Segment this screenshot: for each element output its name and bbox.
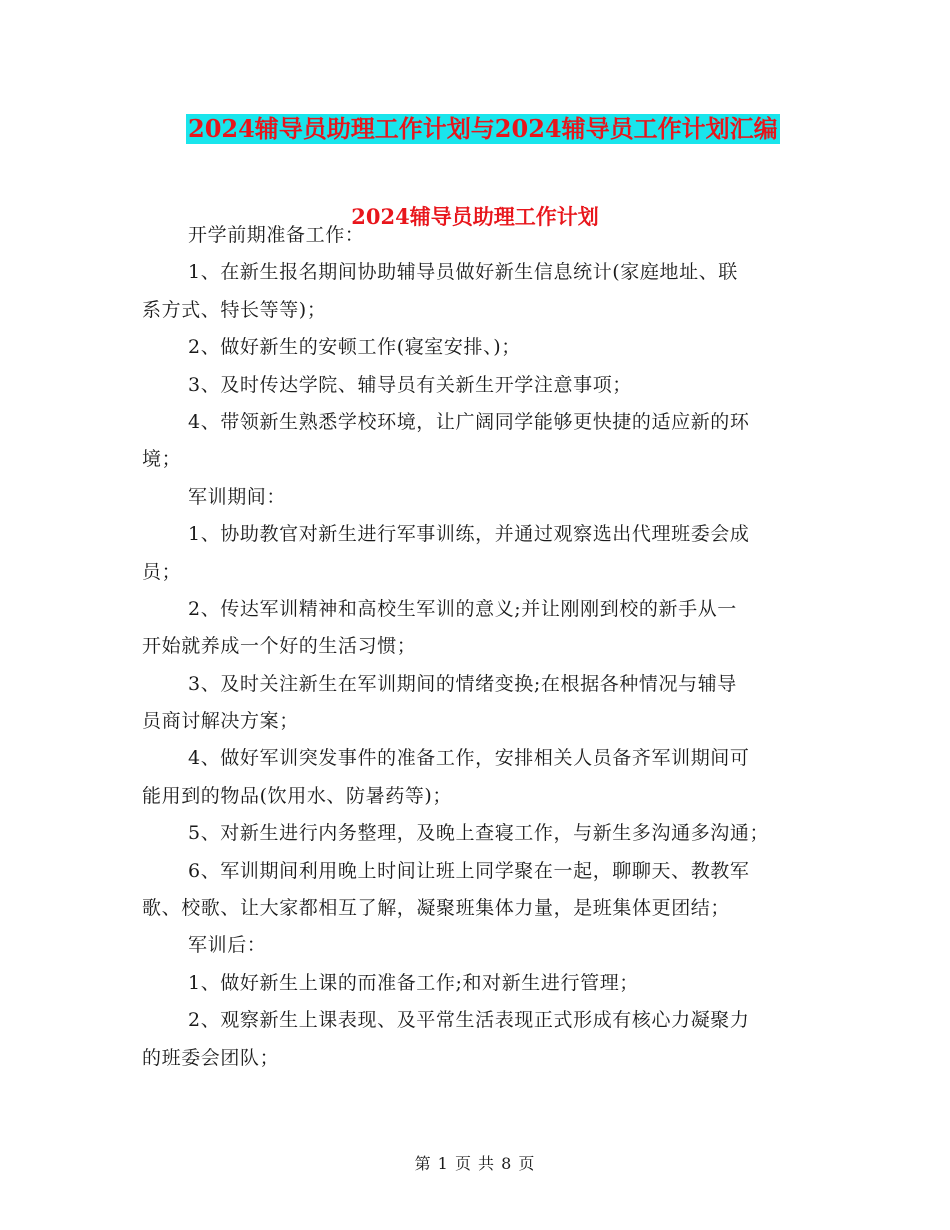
paragraph-line: 2、观察新生上课表现、及平常生活表现正式形成有核心力凝聚力: [188, 1009, 750, 1032]
paragraph-line: 的班委会团队；: [142, 1046, 280, 1069]
paragraph-line: 4、带领新生熟悉学校环境，让广阔同学能够更快捷的适应新的环: [188, 410, 750, 433]
paragraph-line: 3、及时关注新生在军训期间的情绪变换;在根据各种情况与辅导: [188, 672, 737, 695]
paragraph-line: 2、传达军训精神和高校生军训的意义;并让刚刚到校的新手从一: [188, 597, 737, 620]
paragraph-line: 能用到的物品(饮用水、防暑药等)；: [142, 784, 453, 807]
paragraph-line: 1、做好新生上课的而准备工作;和对新生进行管理；: [188, 971, 639, 994]
section-title: 2024辅导员助理工作计划: [351, 204, 599, 229]
paragraph-line: 开学前期准备工作：: [188, 224, 365, 246]
paragraph-line: 1、在新生报名期间协助辅导员做好新生信息统计(家庭地址、联: [188, 261, 738, 284]
paragraph-line: 开始就养成一个好的生活习惯；: [142, 635, 417, 658]
paragraph-line: 境；: [142, 448, 182, 471]
paragraph-line: 军训后：: [188, 934, 267, 957]
paragraph-line: 军训期间：: [188, 485, 287, 508]
paragraph-line: 4、做好军训突发事件的准备工作，安排相关人员备齐军训期间可: [188, 747, 750, 770]
paragraph-line: 1、协助教官对新生进行军事训练，并通过观察选出代理班委会成: [188, 523, 750, 546]
paragraph-line: 员商讨解决方案；: [142, 710, 299, 733]
paragraph-line: 2、做好新生的安顿工作(寝室安排、)；: [188, 336, 521, 359]
document-title: 2024辅导员助理工作计划与2024辅导员工作计划汇编: [188, 114, 778, 143]
paragraph-line: 歌、校歌、让大家都相互了解，凝聚班集体力量，是班集体更团结；: [142, 897, 731, 920]
document-body: [142, 217, 822, 1077]
paragraph-line: 员；: [142, 560, 182, 583]
paragraph-line: 3、及时传达学院、辅导员有关新生开学注意事项；: [188, 373, 632, 396]
paragraph-line: 5、对新生进行内务整理，及晚上查寝工作，与新生多沟通多沟通；: [188, 822, 770, 845]
paragraph-line: 6、军训期间利用晚上时间让班上同学聚在一起，聊聊天、教教军: [188, 859, 750, 882]
paragraph-line: 系方式、特长等等)；: [142, 298, 327, 321]
page-footer: 第 1 页 共 8 页: [414, 1154, 536, 1173]
